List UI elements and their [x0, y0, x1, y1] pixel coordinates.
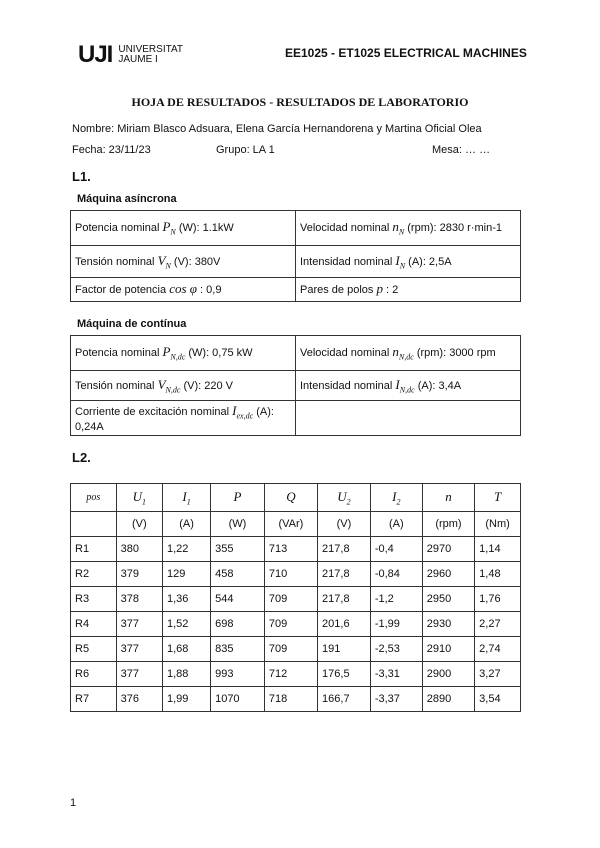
table-cell: 2970	[422, 537, 474, 562]
table-cell: -3,37	[370, 687, 422, 712]
param-value: (rpm): 2830 r·min-1	[407, 222, 503, 235]
param-symbol	[395, 376, 415, 395]
table-cell: 3,27	[475, 662, 521, 687]
table-cell: 1,48	[475, 562, 521, 587]
column-header	[163, 484, 211, 512]
param-cell	[296, 401, 521, 436]
table-row	[71, 336, 521, 371]
symbol-base: V	[157, 376, 166, 392]
param-label: Velocidad nominal	[300, 347, 390, 360]
param-cell	[71, 371, 296, 401]
section-l1: L1.	[72, 169, 91, 184]
table-cell: 166,7	[318, 687, 371, 712]
table-cell: 1,68	[163, 637, 211, 662]
table-cell: R6	[71, 662, 117, 687]
table-cell: 718	[264, 687, 317, 712]
table-cell: 377	[116, 662, 162, 687]
param-cell	[71, 278, 296, 302]
table-row	[71, 211, 521, 246]
header-symbol	[337, 488, 351, 507]
table-cell: 191	[318, 637, 371, 662]
param-label: Potencia nominal	[75, 347, 160, 360]
unit-cell: (rpm)	[422, 512, 474, 537]
header-symbol	[132, 488, 146, 507]
symbol-base: U	[132, 488, 142, 504]
table-cell: -1,99	[370, 612, 422, 637]
logo-line1: UNIVERSITAT	[118, 44, 183, 55]
logo-line2: JAUME I	[118, 54, 158, 65]
unit-cell: (VAr)	[264, 512, 317, 537]
symbol-base: Q	[286, 488, 296, 504]
table-cell: 1,22	[163, 537, 211, 562]
header-symbol	[86, 492, 100, 503]
table-cell: 835	[211, 637, 265, 662]
table-cell: 380	[116, 537, 162, 562]
unit-cell: (V)	[318, 512, 371, 537]
symbol-base: P	[233, 488, 242, 504]
table-line: Mesa: … …	[432, 144, 491, 156]
param-cell	[71, 336, 296, 371]
param-cell	[71, 401, 296, 436]
param-symbol	[232, 403, 254, 421]
param-symbol	[376, 281, 383, 296]
param-symbol	[162, 219, 176, 237]
table-cell: 710	[264, 562, 317, 587]
param-symbol	[392, 219, 405, 237]
table-cell: -1,2	[370, 587, 422, 612]
param-cell	[296, 371, 521, 401]
param-symbol	[157, 252, 171, 271]
table-cell: 1,99	[163, 687, 211, 712]
param-cell	[71, 246, 296, 278]
symbol-subscript: 1	[142, 497, 146, 507]
symbol-base: pos	[86, 491, 101, 503]
column-header	[211, 484, 265, 512]
table-cell: 2900	[422, 662, 474, 687]
param-value: (A): 2,5A	[408, 255, 452, 268]
symbol-base: U	[337, 488, 347, 504]
table-cell: R1	[71, 537, 117, 562]
table-cell: 2930	[422, 612, 474, 637]
param-value: (V): 220 V	[183, 379, 233, 392]
table-cell: -0,84	[370, 562, 422, 587]
names-line: Nombre: Miriam Blasco Adsuara, Elena García Hernandorena y Martina Oficial Olea	[72, 123, 482, 135]
table-cell: 2,74	[475, 637, 521, 662]
symbol-subscript: N,dc	[165, 385, 181, 395]
uji-logo	[78, 41, 183, 68]
header-symbol	[494, 489, 501, 504]
param-symbol	[157, 376, 181, 395]
table-cell: 1,52	[163, 612, 211, 637]
symbol-subscript: 2	[346, 497, 351, 507]
async-machine-title: Máquina asíncrona	[77, 193, 177, 205]
table-cell: R7	[71, 687, 117, 712]
column-header	[264, 484, 317, 512]
table-cell: 176,5	[318, 662, 371, 687]
units-row	[71, 512, 521, 537]
symbol-subscript: ex,dc	[236, 411, 254, 421]
table-cell: 2960	[422, 562, 474, 587]
param-label: Factor de potencia	[75, 283, 167, 296]
param-symbol	[392, 344, 414, 362]
symbol-base: P	[162, 219, 171, 235]
header-symbol	[445, 489, 452, 504]
symbol-base: I	[392, 488, 397, 504]
table-cell: 1070	[211, 687, 265, 712]
table-cell: 709	[264, 587, 317, 612]
param-label: Corriente de excitación nominal	[75, 406, 230, 418]
symbol-subscript: N	[165, 261, 171, 271]
dc-machine-table	[70, 335, 521, 436]
header-symbol	[182, 488, 191, 507]
param-value: (rpm): 3000 rpm	[416, 347, 496, 360]
table-cell: 201,6	[318, 612, 371, 637]
param-symbol	[395, 252, 406, 271]
table-cell: 544	[211, 587, 265, 612]
table-cell: 377	[116, 637, 162, 662]
header-row	[71, 484, 521, 512]
table-cell: R5	[71, 637, 117, 662]
param-label: Tensión nominal	[75, 255, 155, 268]
header-symbol	[233, 489, 241, 504]
param-label: Tensión nominal	[75, 379, 155, 392]
table-row	[71, 401, 521, 436]
async-machine-table	[70, 210, 521, 302]
table-cell: 2890	[422, 687, 474, 712]
table-cell: 709	[264, 612, 317, 637]
symbol-base: I	[232, 403, 237, 418]
dc-machine-title: Máquina de contínua	[77, 318, 187, 330]
symbol-subscript: N,dc	[170, 352, 186, 362]
results-table	[70, 483, 521, 712]
table-cell: 458	[211, 562, 265, 587]
document-title: HOJA DE RESULTADOS - RESULTADOS DE LABORATORIO	[131, 95, 469, 109]
symbol-base: V	[157, 252, 166, 268]
param-value: : 0,9	[200, 283, 222, 296]
table-cell: 217,8	[318, 562, 371, 587]
param-value: (A): 3,4A	[417, 379, 462, 392]
logo-mark: UJI	[78, 41, 113, 68]
param-label: Intensidad nominal	[300, 379, 393, 392]
unit-cell: (A)	[370, 512, 422, 537]
symbol-base: I	[395, 252, 400, 268]
table-cell: 379	[116, 562, 162, 587]
param-value: : 2	[386, 283, 399, 296]
symbol-subscript: N,dc	[398, 352, 414, 362]
table-cell: 2950	[422, 587, 474, 612]
table-row	[71, 278, 521, 302]
table-row	[71, 246, 521, 278]
param-cell	[296, 336, 521, 371]
unit-cell: (V)	[116, 512, 162, 537]
header-symbol	[286, 489, 295, 504]
param-label: Velocidad nominal	[300, 222, 390, 235]
group-line: Grupo: LA 1	[216, 144, 275, 156]
param-cell	[71, 211, 296, 246]
symbol-base: P	[162, 344, 171, 360]
param-label: Intensidad nominal	[300, 255, 393, 268]
symbol-base: I	[182, 488, 187, 504]
param-cell	[296, 278, 521, 302]
symbol-subscript: 2	[396, 497, 401, 507]
section-l2: L2.	[72, 450, 91, 465]
param-symbol	[162, 344, 186, 362]
symbol-base: n	[392, 219, 399, 235]
table-cell: 1,36	[163, 587, 211, 612]
table-cell: R4	[71, 612, 117, 637]
table-row	[71, 537, 521, 562]
symbol-base: cos φ	[169, 280, 197, 296]
param-symbol	[169, 281, 197, 296]
symbol-base: T	[493, 488, 502, 504]
table-cell: 1,76	[475, 587, 521, 612]
table-cell: R2	[71, 562, 117, 587]
param-value: (A): 0,24A	[75, 406, 274, 433]
table-cell: R3	[71, 587, 117, 612]
table-row	[71, 662, 521, 687]
table-cell: 713	[264, 537, 317, 562]
table-cell: -3,31	[370, 662, 422, 687]
param-label: Potencia nominal	[75, 222, 160, 235]
param-cell	[296, 246, 521, 278]
table-cell: 993	[211, 662, 265, 687]
symbol-subscript: N	[398, 227, 405, 237]
table-cell: 217,8	[318, 537, 371, 562]
symbol-subscript: N	[170, 227, 176, 237]
table-cell: 709	[264, 637, 317, 662]
table-cell: 217,8	[318, 587, 371, 612]
table-row	[71, 687, 521, 712]
param-cell	[296, 211, 521, 246]
unit-cell	[71, 512, 117, 537]
table-cell: 129	[163, 562, 211, 587]
column-header	[422, 484, 474, 512]
table-row	[71, 562, 521, 587]
table-row	[71, 587, 521, 612]
column-header	[116, 484, 162, 512]
date-line: Fecha: 23/11/23	[72, 144, 151, 156]
symbol-base: n	[392, 344, 399, 360]
table-cell: 377	[116, 612, 162, 637]
param-value: (W): 0,75 kW	[188, 347, 253, 360]
symbol-subscript: 1	[186, 497, 191, 507]
page-number: 1	[70, 797, 77, 809]
table-row	[71, 371, 521, 401]
column-header	[370, 484, 422, 512]
table-cell: -2,53	[370, 637, 422, 662]
param-value: (W): 1.1kW	[178, 222, 234, 235]
table-row	[71, 612, 521, 637]
unit-cell: (A)	[163, 512, 211, 537]
table-cell: 3,54	[475, 687, 521, 712]
symbol-subscript: N	[399, 261, 406, 271]
unit-cell: (W)	[211, 512, 265, 537]
course-title: EE1025 - ET1025 ELECTRICAL MACHINES	[285, 46, 527, 60]
table-cell: -0,4	[370, 537, 422, 562]
table-cell: 355	[211, 537, 265, 562]
table-cell: 712	[264, 662, 317, 687]
param-value: (V): 380V	[173, 255, 221, 268]
table-cell: 2910	[422, 637, 474, 662]
table-cell: 1,14	[475, 537, 521, 562]
column-header	[71, 484, 117, 512]
table-cell: 376	[116, 687, 162, 712]
header-symbol	[392, 488, 401, 507]
unit-cell: (Nm)	[475, 512, 521, 537]
symbol-base: I	[395, 376, 400, 392]
table-cell: 2,27	[475, 612, 521, 637]
table-row	[71, 637, 521, 662]
symbol-base: n	[445, 488, 452, 504]
table-cell: 1,88	[163, 662, 211, 687]
table-cell: 698	[211, 612, 265, 637]
symbol-base: p	[376, 280, 383, 296]
column-header	[318, 484, 371, 512]
symbol-subscript: N,dc	[399, 385, 415, 395]
table-cell: 378	[116, 587, 162, 612]
column-header	[475, 484, 521, 512]
param-label: Pares de polos	[300, 283, 374, 296]
